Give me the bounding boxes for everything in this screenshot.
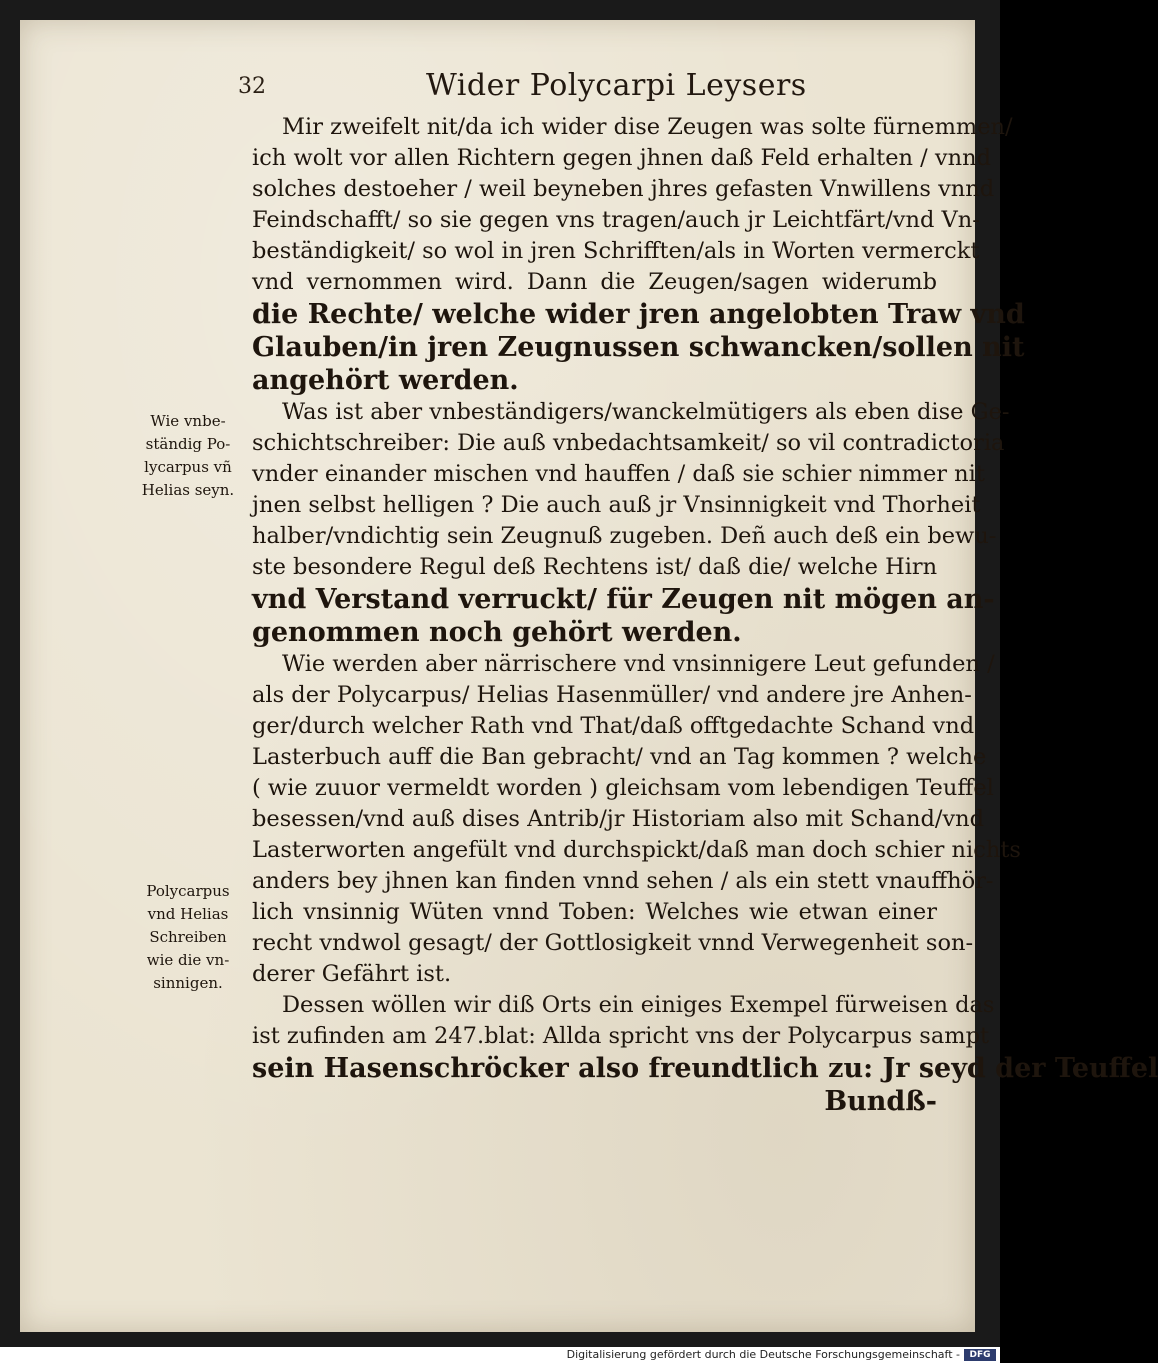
- margin-note-line: Wie vnbe-: [150, 412, 226, 430]
- dfg-logo: DFG: [964, 1349, 996, 1361]
- margin-note-line: vnd Helias: [147, 905, 229, 923]
- text-line: als der Polycarpus/ Helias Hasenmüller/ vnd andere jre Anhen-: [252, 682, 972, 708]
- text-line: lich vnsinnig Wüten vnnd Toben: Welches wie etwan einer: [252, 899, 937, 925]
- text-line: schichtschreiber: Die auß vnbedachtsamkeit/ so vil contradictoria: [252, 430, 1005, 456]
- funding-credit: Digitalisierung gefördert durch die Deutsche Forschungsgemeinschaft -: [566, 1348, 960, 1361]
- footer-bar: [0, 1347, 1000, 1363]
- text-line: derer Gefährt ist.: [252, 961, 452, 987]
- margin-note-line: wie die vn-: [146, 951, 230, 969]
- text-line: vnder einander mischen vnd hauffen / daß sie schier nimmer nit: [252, 461, 985, 487]
- margin-note-line: sinnigen.: [153, 974, 223, 992]
- text-line: besessen/vnd auß dises Antrib/jr Historiam also mit Schand/vnd: [252, 806, 985, 832]
- text-line: jnen selbst helligen ? Die auch auß jr Vnsinnigkeit vnd Thorheit: [252, 492, 981, 518]
- text-line: solches destoeher / weil beyneben jhres gefasten Vnwillens vnnd: [252, 176, 995, 202]
- text-line: anders bey jhnen kan finden vnnd sehen / als ein stett vnauffhör-: [252, 868, 994, 894]
- text-line: Lasterbuch auff die Ban gebracht/ vnd an Tag kommen ? welche: [252, 744, 987, 770]
- text-line: ( wie zuuor vermeldt worden ) gleichsam vom lebendigen Teuffel: [252, 775, 994, 801]
- margin-note-line: ständig Po-: [145, 435, 231, 453]
- margin-note-line: Polycarpus: [146, 882, 230, 900]
- text-line: beständigkeit/ so wol in jren Schrifften/als in Worten vermerckt: [252, 238, 980, 264]
- main-text-block: [252, 112, 1158, 1118]
- page-number: 32: [238, 74, 266, 99]
- margin-note-2: [126, 880, 250, 995]
- text-line: vnd Verstand verruckt/ für Zeugen nit mögen an-: [252, 584, 995, 615]
- text-line: angehört werden.: [252, 365, 519, 396]
- text-line: genommen noch gehört werden.: [252, 617, 742, 648]
- margin-note-1: [126, 410, 250, 502]
- text-line: ist zufinden am 247.blat: Allda spricht vns der Polycarpus sampt: [252, 1023, 990, 1049]
- text-line: Mir zweifelt nit/da ich wider dise Zeugen was solte fürnemmen/: [282, 114, 1013, 140]
- text-line: Wie werden aber närrischere vnd vnsinnigere Leut gefunden /: [282, 651, 995, 677]
- text-line: Glauben/in jren Zeugnussen schwancken/sollen nit: [252, 332, 1025, 363]
- text-line: ste besondere Regul deß Rechtens ist/ daß die/ welche Hirn: [252, 554, 938, 580]
- text-line: Lasterworten angefült vnd durchspickt/daß man doch schier nichts: [252, 837, 1021, 863]
- text-line: ich wolt vor allen Richtern gegen jhnen daß Feld erhalten / vnnd: [252, 145, 991, 171]
- page-header: [238, 66, 938, 106]
- text-line: recht vndwol gesagt/ der Gottlosigkeit vnnd Verwegenheit son-: [252, 930, 974, 956]
- text-line: vnd vernommen wird. Dann die Zeugen/sagen widerumb: [252, 269, 937, 295]
- text-line: sein Hasenschröcker also freundtlich zu: Jr seyd der Teuffel: [252, 1053, 1158, 1084]
- margin-note-line: Helias seyn.: [141, 481, 235, 499]
- text-line: Feindschafft/ so sie gegen vns tragen/auch jr Leichtfärt/vnd Vn-: [252, 207, 980, 233]
- margin-note-line: lycarpus vñ: [144, 458, 232, 476]
- catchword: Bundß-: [824, 1086, 937, 1117]
- text-line: ger/durch welcher Rath vnd That/daß offtgedachte Schand vnd: [252, 713, 975, 739]
- running-title: Wider Polycarpi Leysers: [426, 68, 807, 103]
- text-line: die Rechte/ welche wider jren angelobten Traw vnd: [252, 299, 1025, 330]
- text-line: halber/vndichtig sein Zeugnuß zugeben. Deñ auch deß ein bewu-: [252, 523, 997, 549]
- margin-note-line: Schreiben: [149, 928, 227, 946]
- text-line: Was ist aber vnbeständigers/wanckelmütigers als eben dise Ge-: [282, 399, 1010, 425]
- text-line: Dessen wöllen wir diß Orts ein einiges Exempel fürweisen das: [282, 992, 995, 1018]
